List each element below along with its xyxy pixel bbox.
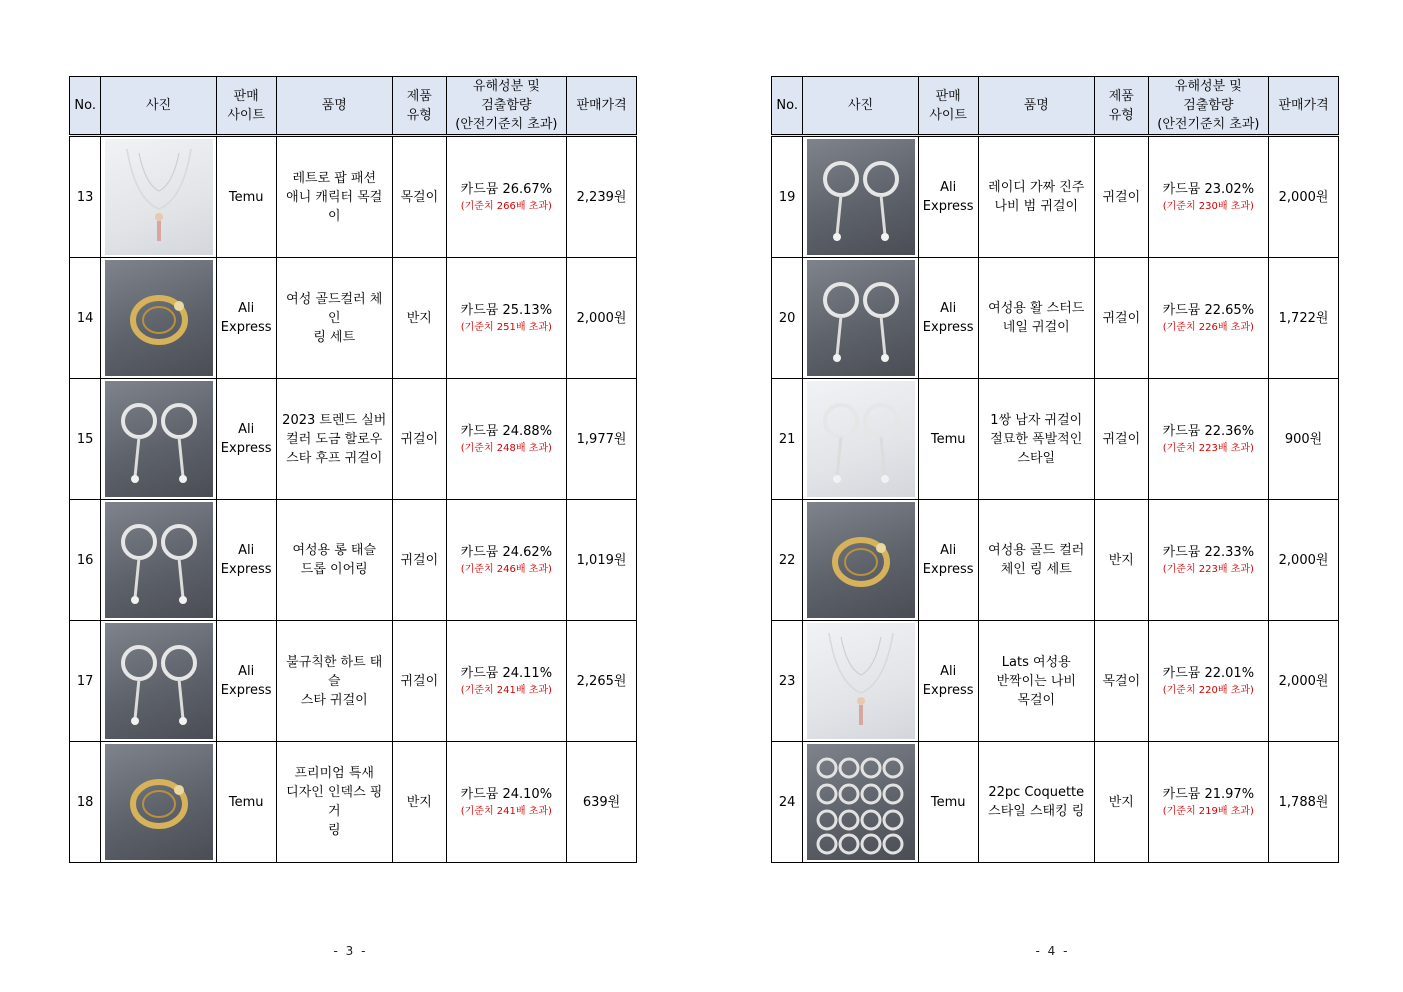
product-name <box>978 500 1094 621</box>
limit-exceeded-note: (기준치 246배 초과) <box>460 564 552 575</box>
table-row <box>772 258 1339 379</box>
page-3 <box>0 0 701 992</box>
earring-photo <box>105 381 213 497</box>
row-number: 24 <box>772 742 803 863</box>
product-name <box>978 258 1094 379</box>
table-row <box>70 136 637 258</box>
product-table <box>771 76 1339 863</box>
product-photo <box>803 500 918 621</box>
product-type: 귀걸이 <box>1094 136 1148 258</box>
header-type: 제품 유형 <box>392 77 446 136</box>
hazardous-content <box>446 500 566 621</box>
sale-price: 1,977원 <box>567 379 637 500</box>
cadmium-percentage: 카드뮴 22.33% <box>1162 545 1255 560</box>
sale-price: 639원 <box>567 742 637 863</box>
row-number: 18 <box>70 742 101 863</box>
product-name-text: 여성용 롱 태슬 드롭 이어링 <box>292 543 377 577</box>
row-number: 14 <box>70 258 101 379</box>
cadmium-percentage: 카드뮴 22.36% <box>1162 424 1255 439</box>
header-chem: 유해성분 및 검출함량 (안전기준치 초과) <box>446 77 566 136</box>
header-site: 판매 사이트 <box>918 77 978 136</box>
header-name: 품명 <box>978 77 1094 136</box>
limit-exceeded-note: (기준치 219배 초과) <box>1162 806 1254 817</box>
ring-photo <box>105 260 213 376</box>
hazardous-content <box>1148 621 1268 742</box>
product-name <box>978 621 1094 742</box>
product-type: 반지 <box>1094 500 1148 621</box>
header-no: No. <box>70 77 101 136</box>
product-photo <box>101 500 216 621</box>
header-no: No. <box>772 77 803 136</box>
table-body <box>70 136 637 863</box>
table-header-row <box>70 77 637 136</box>
limit-exceeded-note: (기준치 251배 초과) <box>460 322 552 333</box>
product-name <box>276 500 392 621</box>
header-photo: 사진 <box>803 77 918 136</box>
row-number: 19 <box>772 136 803 258</box>
cadmium-percentage: 카드뮴 25.13% <box>460 303 553 318</box>
table-row <box>70 258 637 379</box>
hazardous-content <box>446 136 566 258</box>
product-name-text: 2023 트렌드 실버 컬러 도금 할로우 스타 후프 귀걸이 <box>282 412 387 466</box>
product-photo <box>803 258 918 379</box>
limit-exceeded-note: (기준치 226배 초과) <box>1162 322 1254 333</box>
sales-site: Ali Express <box>918 500 978 621</box>
sale-price: 2,000원 <box>1269 621 1339 742</box>
earring-photo <box>807 260 915 376</box>
sales-site: Ali Express <box>216 621 276 742</box>
sale-price: 2,239원 <box>567 136 637 258</box>
product-name <box>978 742 1094 863</box>
sale-price: 1,722원 <box>1269 258 1339 379</box>
header-chem: 유해성분 및 검출함량 (안전기준치 초과) <box>1148 77 1268 136</box>
product-photo <box>101 621 216 742</box>
product-name-text: 1쌍 남자 귀걸이 절묘한 폭발적인 스타일 <box>990 412 1083 466</box>
earring-photo <box>807 381 915 497</box>
hazardous-content <box>446 742 566 863</box>
table-row <box>772 742 1339 863</box>
hazardous-content <box>1148 379 1268 500</box>
row-number: 20 <box>772 258 803 379</box>
product-name-text: 여성용 골드 컬러 체인 링 세트 <box>988 543 1085 577</box>
product-name <box>978 379 1094 500</box>
sales-site: Ali Express <box>216 258 276 379</box>
sale-price: 2,265원 <box>567 621 637 742</box>
earring-photo <box>105 623 213 739</box>
header-price: 판매가격 <box>567 77 637 136</box>
header-photo: 사진 <box>101 77 216 136</box>
sales-site: Ali Express <box>918 136 978 258</box>
hazardous-content <box>1148 500 1268 621</box>
product-type: 귀걸이 <box>1094 379 1148 500</box>
row-number: 22 <box>772 500 803 621</box>
header-price: 판매가격 <box>1269 77 1339 136</box>
product-photo <box>101 136 216 258</box>
ring-photo <box>105 744 213 860</box>
sale-price: 1,019원 <box>567 500 637 621</box>
product-name-text: 레이디 가짜 진주 나비 범 귀걸이 <box>988 180 1085 214</box>
table-row <box>70 500 637 621</box>
row-number: 23 <box>772 621 803 742</box>
sale-price: 2,000원 <box>1269 500 1339 621</box>
product-type: 귀걸이 <box>392 621 446 742</box>
product-type: 목걸이 <box>1094 621 1148 742</box>
product-photo <box>803 742 918 863</box>
sale-price: 1,788원 <box>1269 742 1339 863</box>
limit-exceeded-note: (기준치 230배 초과) <box>1162 201 1254 212</box>
sales-site: Ali Express <box>216 500 276 621</box>
sales-site: Temu <box>918 379 978 500</box>
product-name <box>276 136 392 258</box>
product-photo <box>803 621 918 742</box>
product-photo <box>101 258 216 379</box>
page-number: - 3 - <box>333 944 368 958</box>
limit-exceeded-note: (기준치 220배 초과) <box>1162 685 1254 696</box>
product-type: 귀걸이 <box>392 379 446 500</box>
table-row <box>70 742 637 863</box>
cadmium-percentage: 카드뮴 23.02% <box>1162 182 1255 197</box>
header-name: 품명 <box>276 77 392 136</box>
product-type: 반지 <box>1094 742 1148 863</box>
header-type: 제품 유형 <box>1094 77 1148 136</box>
page-number: - 4 - <box>1035 944 1070 958</box>
product-type: 귀걸이 <box>392 500 446 621</box>
cadmium-percentage: 카드뮴 22.01% <box>1162 666 1255 681</box>
product-photo <box>101 742 216 863</box>
page-4 <box>702 0 1403 992</box>
table-row <box>70 379 637 500</box>
product-name <box>276 258 392 379</box>
sales-site: Temu <box>216 136 276 258</box>
necklace-photo <box>105 139 213 255</box>
sales-site: Temu <box>918 742 978 863</box>
limit-exceeded-note: (기준치 241배 초과) <box>460 685 552 696</box>
necklace-photo <box>807 623 915 739</box>
limit-exceeded-note: (기준치 266배 초과) <box>460 201 552 212</box>
table-row <box>772 379 1339 500</box>
header-site: 판매 사이트 <box>216 77 276 136</box>
product-name-text: 여성용 활 스터드 네일 귀걸이 <box>988 301 1085 335</box>
limit-exceeded-note: (기준치 223배 초과) <box>1162 564 1254 575</box>
row-number: 13 <box>70 136 101 258</box>
row-number: 21 <box>772 379 803 500</box>
product-name <box>276 621 392 742</box>
sale-price: 900원 <box>1269 379 1339 500</box>
product-type: 귀걸이 <box>1094 258 1148 379</box>
sale-price: 2,000원 <box>1269 136 1339 258</box>
hazardous-content <box>446 621 566 742</box>
earring-photo <box>807 139 915 255</box>
rings-set-photo <box>807 744 915 860</box>
product-name-text: 여성 골드컬러 체인 링 세트 <box>286 291 383 345</box>
sales-site: Ali Express <box>216 379 276 500</box>
product-table <box>69 76 637 863</box>
product-name <box>978 136 1094 258</box>
ring-photo <box>807 502 915 618</box>
product-photo <box>101 379 216 500</box>
cadmium-percentage: 카드뮴 26.67% <box>460 182 553 197</box>
limit-exceeded-note: (기준치 241배 초과) <box>460 806 552 817</box>
product-name <box>276 379 392 500</box>
product-name-text: 프리미엄 특새 디자인 인덱스 핑거 링 <box>286 766 383 838</box>
hazardous-content <box>446 258 566 379</box>
table-row <box>772 621 1339 742</box>
product-name-text: Lats 여성용 반짝이는 나비 목걸이 <box>996 654 1076 708</box>
cadmium-percentage: 카드뮴 24.88% <box>460 424 553 439</box>
row-number: 16 <box>70 500 101 621</box>
product-photo <box>803 136 918 258</box>
product-type: 목걸이 <box>392 136 446 258</box>
sale-price: 2,000원 <box>567 258 637 379</box>
cadmium-percentage: 카드뮴 22.65% <box>1162 303 1255 318</box>
hazardous-content <box>1148 742 1268 863</box>
hazardous-content <box>1148 258 1268 379</box>
hazardous-content <box>1148 136 1268 258</box>
product-photo <box>803 379 918 500</box>
sales-site: Ali Express <box>918 621 978 742</box>
cadmium-percentage: 카드뮴 24.62% <box>460 545 553 560</box>
product-name <box>276 742 392 863</box>
cadmium-percentage: 카드뮴 24.10% <box>460 787 553 802</box>
hazardous-content <box>446 379 566 500</box>
product-name-text: 레트로 팝 패션 애니 캐릭터 목걸이 <box>286 170 383 224</box>
table-body <box>772 136 1339 863</box>
earring-photo <box>105 502 213 618</box>
table-row <box>772 136 1339 258</box>
sales-site: Ali Express <box>918 258 978 379</box>
table-row <box>70 621 637 742</box>
sales-site: Temu <box>216 742 276 863</box>
table-header-row <box>772 77 1339 136</box>
limit-exceeded-note: (기준치 223배 초과) <box>1162 443 1254 454</box>
limit-exceeded-note: (기준치 248배 초과) <box>460 443 552 454</box>
cadmium-percentage: 카드뮴 24.11% <box>460 666 553 681</box>
product-type: 반지 <box>392 742 446 863</box>
table-row <box>772 500 1339 621</box>
product-name-text: 22pc Coquette 스타일 스태킹 링 <box>988 785 1085 819</box>
row-number: 17 <box>70 621 101 742</box>
cadmium-percentage: 카드뮴 21.97% <box>1162 787 1255 802</box>
product-type: 반지 <box>392 258 446 379</box>
row-number: 15 <box>70 379 101 500</box>
product-name-text: 불규칙한 하트 태슬 스타 귀걸이 <box>286 654 383 708</box>
